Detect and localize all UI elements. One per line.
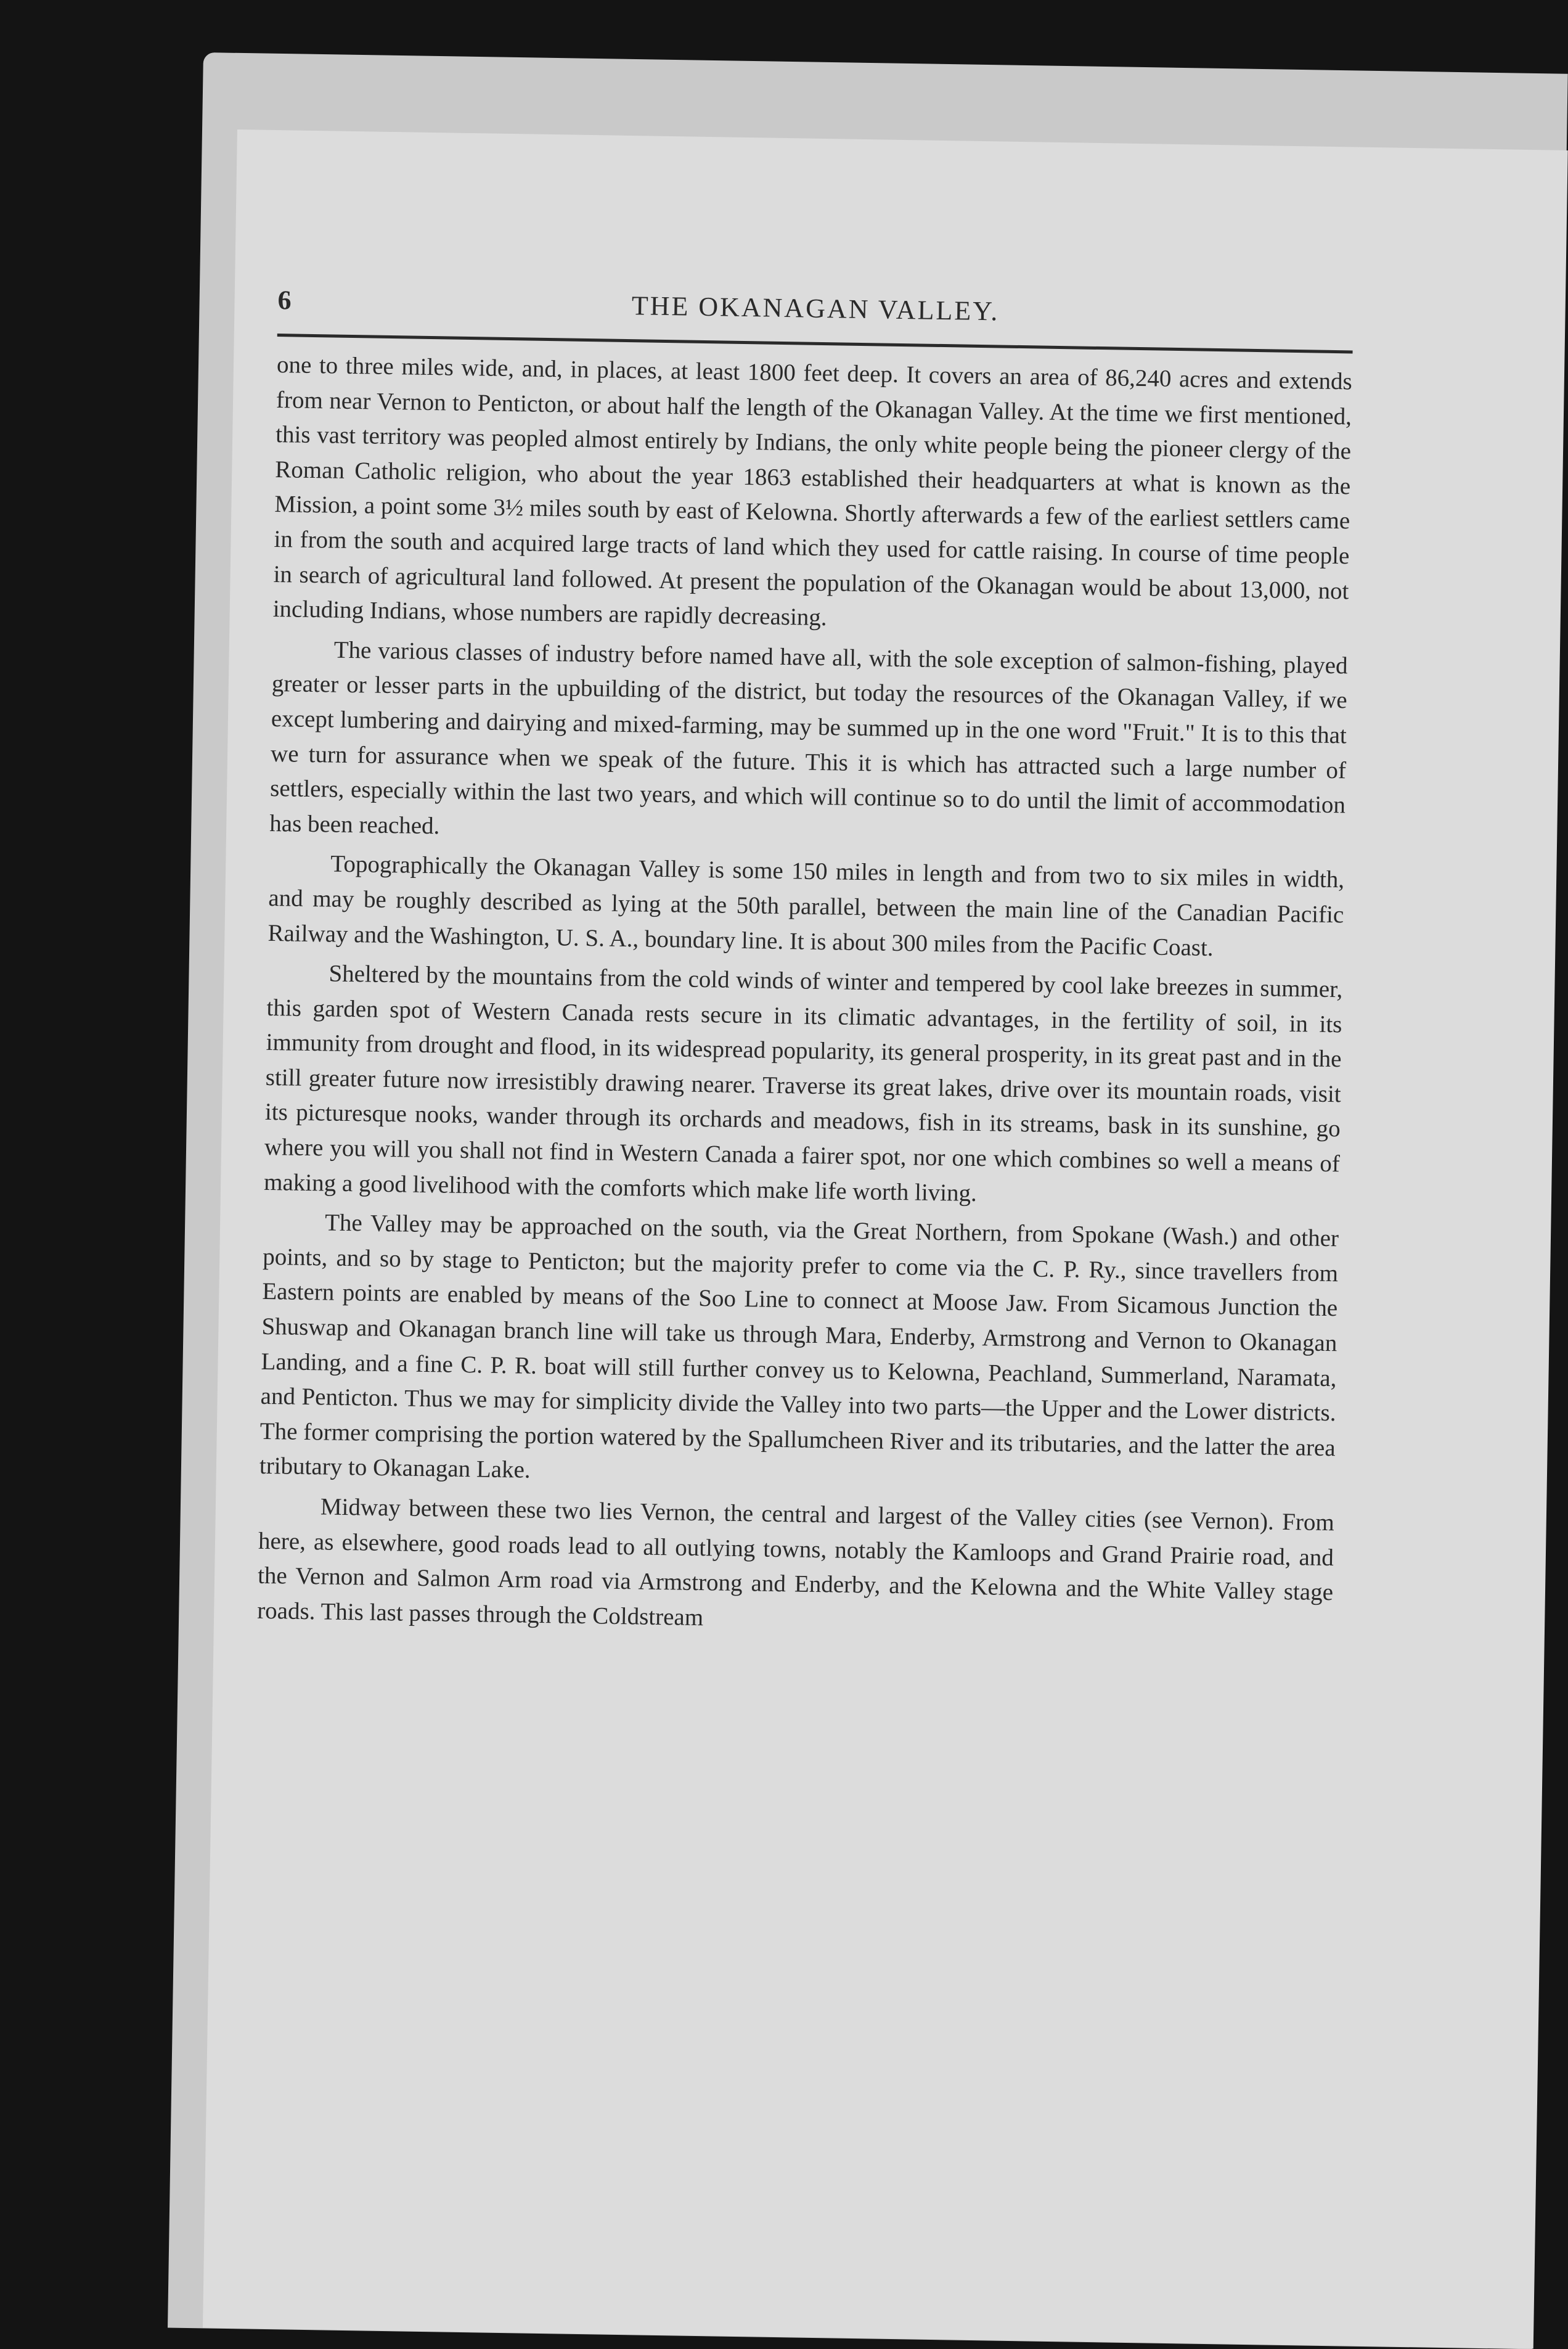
- paragraph-2: The various classes of industry before named have all, with the sole exception of salmon-fishing, played greater or lesser parts in the upbuilding of the district, but today the resources of the Okanagan Valley, if we except lumbering and dairying and mixed-farming, may be summed up in the one word "Fruit." It is to this that we turn for assurance when we speak of the future. This it is which has attracted such a large number of settlers, especially within the last two years, and which will continue so to do until the limit of accommodation has been reached.: [269, 636, 1348, 840]
- page-header: [277, 284, 1354, 350]
- paragraph-1: one to three miles wide, and, in places, at least 1800 feet deep. It covers an area of 86,240 acres and extends from near Vernon to Penticton, or about half the length of the Okanagan Valley. At the time we first mentioned, this vast territory was peopled almost entirely by Indians, the only white people being the pioneer clergy of the Roman Catholic religion, who about the year 1863 established their headquarters at what is known as the Mission, a point some 3½ miles south by east of Kelowna. Shortly afterwards a few of the earliest settlers came in from the south and acquired large tracts of land which they used for cattle raising. In course of time people in search of agricultural land followed. At present the population of the Okanagan would be about 13,000, not including Indians, whose numbers are rapidly decreasing.: [272, 351, 1353, 631]
- paragraph-5: The Valley may be approached on the south, via the Great Northern, from Spokane (Wash.) and other points, and so by stage to Penticton; but the majority prefer to come via the C. P. Ry., since travellers from Eastern points are enabled by means of the Soo Line to connect at Moose Jaw. From Sicamous Junction the Shuswap and Okanagan branch line will take us through Mara, Enderby, Armstrong and Vernon to Okanagan Landing, and a fine C. P. R. boat will still further convey us to Kelowna, Peachland, Summerland, Naramata, and Penticton. Thus we may for simplicity divide the Valley into two parts—the Upper and the Lower districts. The former comprising the portion watered by the Spallumcheen River and its tributaries, and the latter the area tributary to Okanagan Lake.: [259, 1209, 1339, 1484]
- paragraph-6: Midway between these two lies Vernon, the central and largest of the Valley cities (see Vernon). From here, as elsewhere, good roads lead to all outlying towns, notably the Kamloops and Grand Prairie road, and the Vernon and Salmon Arm road via Armstrong and Enderby, and the Kelowna and the White Valley stage roads. This last passes through the Coldstream: [256, 1493, 1335, 1631]
- book-page: [203, 129, 1568, 2348]
- paragraph-3: Topographically the Okanagan Valley is some 150 miles in length and from two to six miles in width, and may be roughly described as lying at the 50th parallel, between the main line of the Canadian Pacific Railway and the Washington, U. S. A., boundary line. It is about 300 miles from the Pacific Coast.: [267, 850, 1345, 961]
- running-head: THE OKANAGAN VALLEY.: [631, 290, 1000, 327]
- page-content: [257, 284, 1354, 1650]
- page-number: 6: [277, 285, 292, 316]
- body-text: [257, 348, 1352, 1646]
- paragraph-4: Sheltered by the mountains from the cold winds of winter and tempered by cool lake breezes in summer, this garden spot of Western Canada rests secure in its climatic advantages, in the fertility of soil, in its immunity from drought and flood, in its widespread popularity, its general prosperity, in its great past and in the still greater future now irresistibly drawing nearer. Traverse its great lakes, drive over its mountain roads, visit its picturesque nooks, wander through its orchards and meadows, fish in its streams, bask in its sunshine, go where you will you shall not find in Western Canada a fairer spot, nor one which combines so well a means of making a good livelihood with the comforts which make life worth living.: [263, 960, 1343, 1207]
